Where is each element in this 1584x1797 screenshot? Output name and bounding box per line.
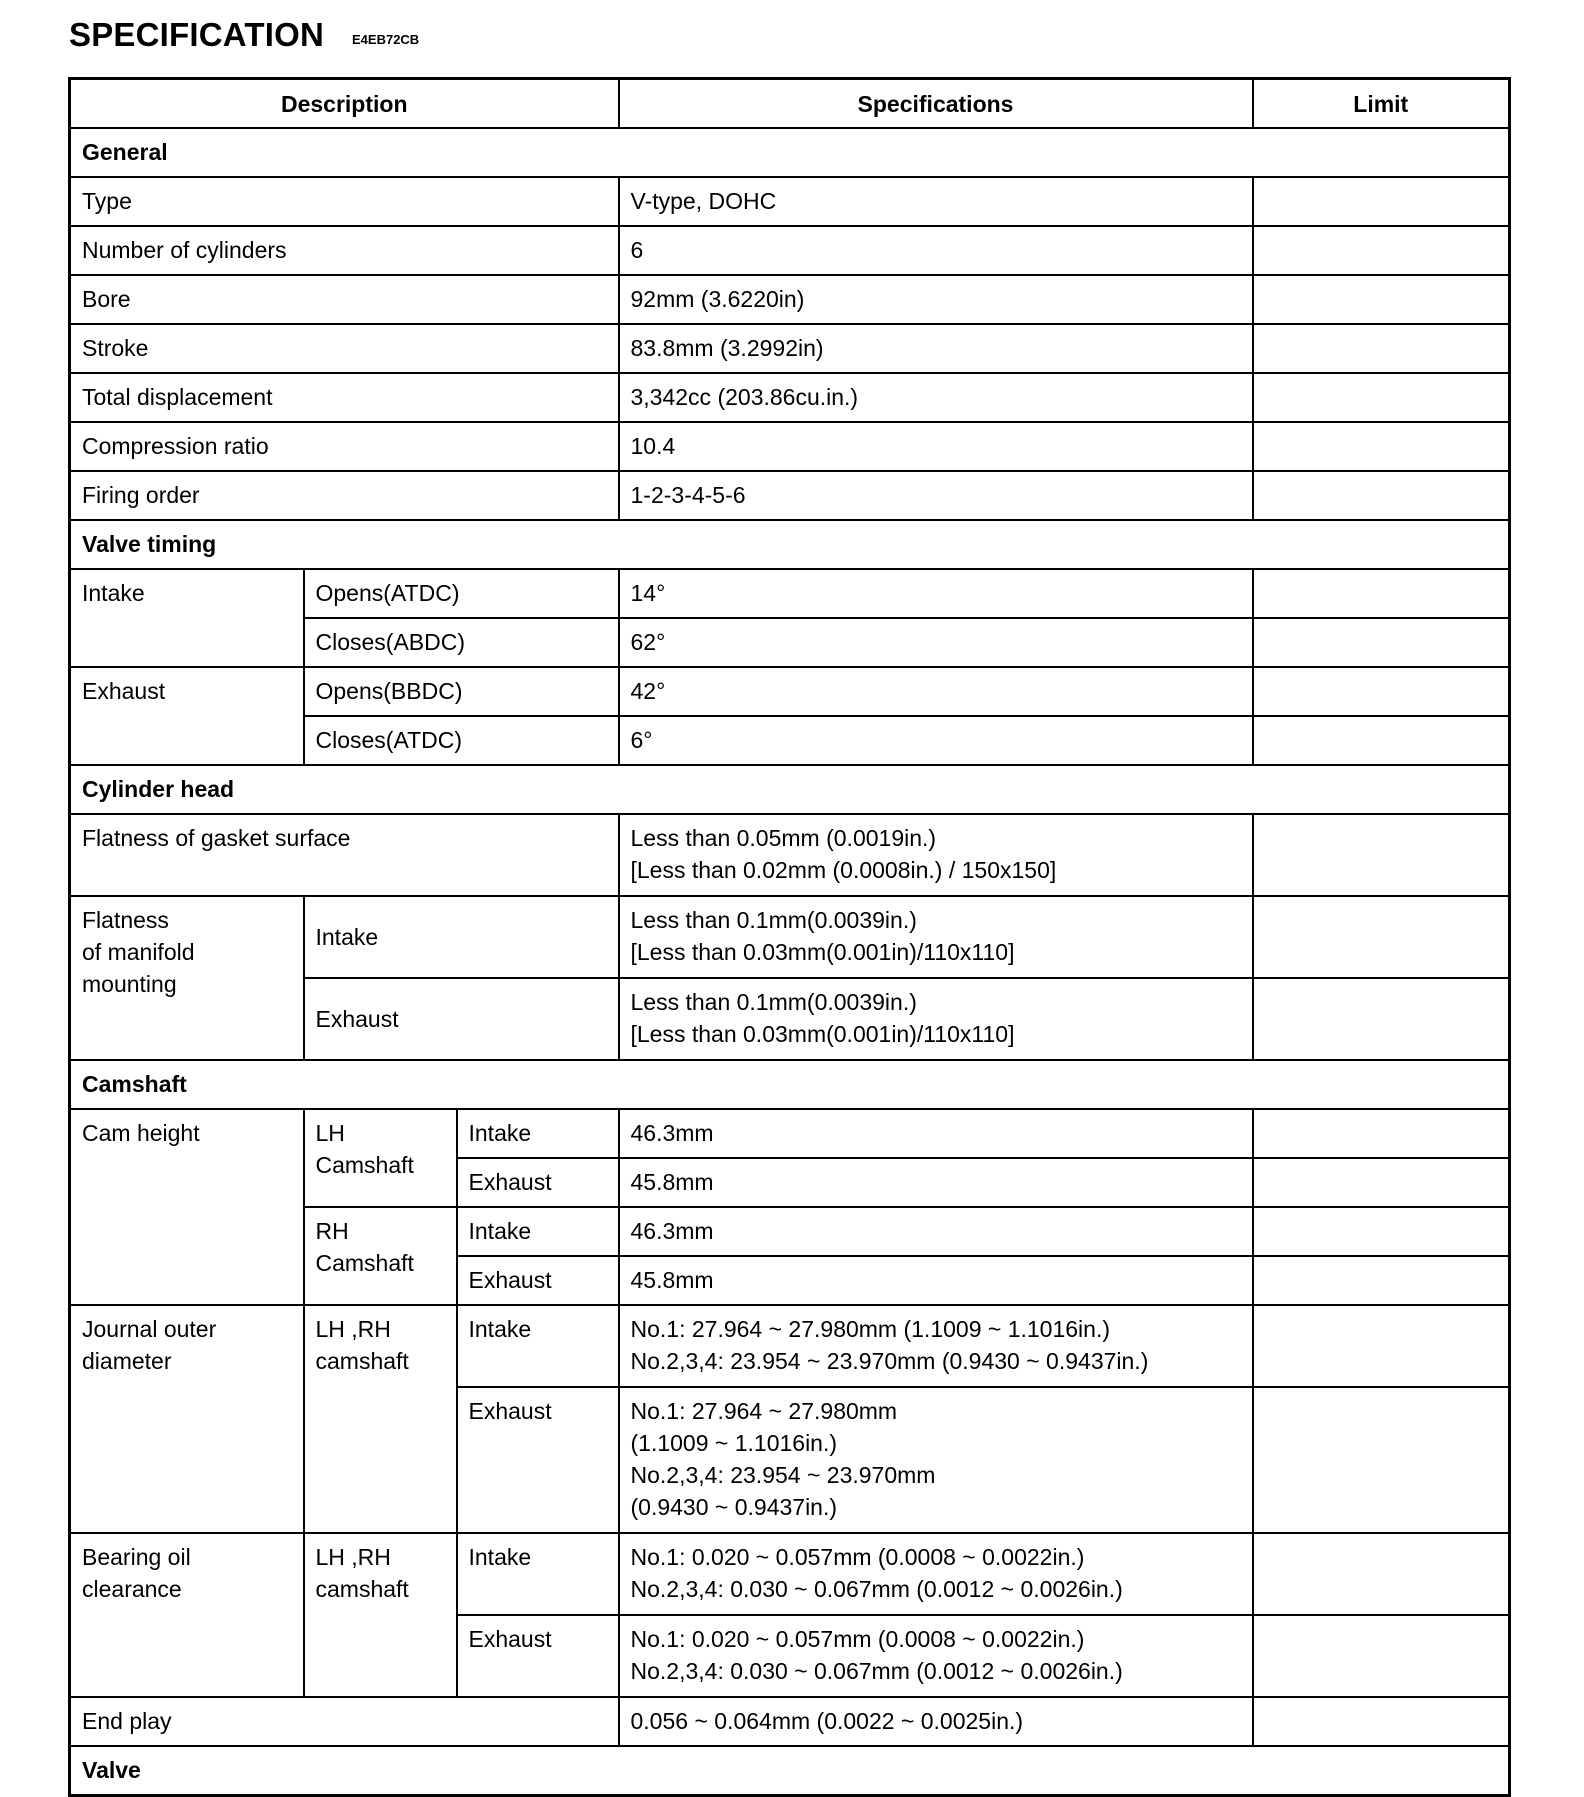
- table-row: [70, 275, 1510, 324]
- limit-value: [1253, 1109, 1510, 1158]
- section-heading: General: [70, 128, 1510, 177]
- limit-value: [1253, 471, 1510, 520]
- row-subitem: Intake: [457, 1305, 619, 1387]
- limit-value: [1253, 324, 1510, 373]
- spec-value: 14°: [619, 569, 1253, 618]
- limit-value: [1253, 978, 1510, 1060]
- limit-value: [1253, 618, 1510, 667]
- spec-value: Less than 0.1mm(0.0039in.) [Less than 0.03mm(0.001in)/110x110]: [619, 978, 1253, 1060]
- section-heading: Valve: [70, 1746, 1510, 1796]
- row-description: Total displacement: [70, 373, 619, 422]
- section-heading: Valve timing: [70, 520, 1510, 569]
- spec-value: 45.8mm: [619, 1256, 1253, 1305]
- limit-value: [1253, 1305, 1510, 1387]
- limit-value: [1253, 1256, 1510, 1305]
- limit-value: [1253, 1697, 1510, 1746]
- limit-value: [1253, 1387, 1510, 1533]
- limit-value: [1253, 896, 1510, 978]
- row-subitem: Intake: [457, 1533, 619, 1615]
- spec-value: 46.3mm: [619, 1109, 1253, 1158]
- limit-value: [1253, 177, 1510, 226]
- header-row: [70, 79, 1510, 129]
- row-group: LH Camshaft: [304, 1109, 457, 1207]
- column-header-limit: Limit: [1253, 79, 1510, 129]
- section-row: [70, 1746, 1510, 1796]
- limit-value: [1253, 1158, 1510, 1207]
- spec-value: 62°: [619, 618, 1253, 667]
- row-description: Bore: [70, 275, 619, 324]
- spec-value: 3,342cc (203.86cu.in.): [619, 373, 1253, 422]
- spec-value: 10.4: [619, 422, 1253, 471]
- spec-value: Less than 0.1mm(0.0039in.) [Less than 0.03mm(0.001in)/110x110]: [619, 896, 1253, 978]
- spec-value: V-type, DOHC: [619, 177, 1253, 226]
- table-row: [70, 569, 1510, 618]
- row-description: End play: [70, 1697, 619, 1746]
- row-description: Flatness of gasket surface: [70, 814, 619, 896]
- table-row: [70, 1533, 1510, 1615]
- table-row: [70, 373, 1510, 422]
- table-row: [70, 324, 1510, 373]
- limit-value: [1253, 373, 1510, 422]
- row-subitem: Exhaust: [457, 1256, 619, 1305]
- section-heading: Cylinder head: [70, 765, 1510, 814]
- row-subitem: Opens(ATDC): [304, 569, 619, 618]
- spec-value: 92mm (3.6220in): [619, 275, 1253, 324]
- section-heading: Camshaft: [70, 1060, 1510, 1109]
- table-row: [70, 1697, 1510, 1746]
- limit-value: [1253, 1533, 1510, 1615]
- specification-table: [68, 77, 1511, 1797]
- row-description: Cam height: [70, 1109, 304, 1305]
- spec-value: 83.8mm (3.2992in): [619, 324, 1253, 373]
- row-description: Firing order: [70, 471, 619, 520]
- row-description: Intake: [70, 569, 304, 667]
- row-description: Bearing oil clearance: [70, 1533, 304, 1697]
- spec-value: 0.056 ~ 0.064mm (0.0022 ~ 0.0025in.): [619, 1697, 1253, 1746]
- row-subitem: Intake: [457, 1207, 619, 1256]
- row-description: Type: [70, 177, 619, 226]
- spec-value: 6: [619, 226, 1253, 275]
- row-group: LH ,RH camshaft: [304, 1305, 457, 1533]
- spec-value: 46.3mm: [619, 1207, 1253, 1256]
- table-row: [70, 422, 1510, 471]
- limit-value: [1253, 422, 1510, 471]
- limit-value: [1253, 667, 1510, 716]
- table-row: [70, 814, 1510, 896]
- section-row: [70, 1060, 1510, 1109]
- table-row: [70, 471, 1510, 520]
- section-row: [70, 520, 1510, 569]
- row-subitem: Exhaust: [457, 1615, 619, 1697]
- limit-value: [1253, 1615, 1510, 1697]
- row-subitem: Exhaust: [457, 1387, 619, 1533]
- row-subitem: Closes(ATDC): [304, 716, 619, 765]
- document-code: E4EB72CB: [352, 32, 420, 47]
- row-subitem: Exhaust: [304, 978, 619, 1060]
- spec-value: 42°: [619, 667, 1253, 716]
- row-description: Exhaust: [70, 667, 304, 765]
- limit-value: [1253, 1207, 1510, 1256]
- column-header-description: Description: [70, 79, 619, 129]
- spec-value: No.1: 27.964 ~ 27.980mm (1.1009 ~ 1.1016in.) No.2,3,4: 23.954 ~ 23.970mm (0.9430 ~ 0.9437in.): [619, 1305, 1253, 1387]
- row-subitem: Opens(BBDC): [304, 667, 619, 716]
- table-row: [70, 896, 1510, 978]
- row-description: Compression ratio: [70, 422, 619, 471]
- spec-value: No.1: 27.964 ~ 27.980mm (1.1009 ~ 1.1016in.) No.2,3,4: 23.954 ~ 23.970mm (0.9430 ~ 0.9437in.): [619, 1387, 1253, 1533]
- row-subitem: Exhaust: [457, 1158, 619, 1207]
- section-row: [70, 128, 1510, 177]
- row-description: Flatness of manifold mounting: [70, 896, 304, 1060]
- spec-value: No.1: 0.020 ~ 0.057mm (0.0008 ~ 0.0022in.) No.2,3,4: 0.030 ~ 0.067mm (0.0012 ~ 0.0026in.): [619, 1533, 1253, 1615]
- page-title: SPECIFICATION: [69, 16, 324, 53]
- limit-value: [1253, 275, 1510, 324]
- table-row: [70, 1109, 1510, 1158]
- spec-value: 45.8mm: [619, 1158, 1253, 1207]
- row-description: Stroke: [70, 324, 619, 373]
- table-row: [70, 667, 1510, 716]
- limit-value: [1253, 569, 1510, 618]
- row-group: LH ,RH camshaft: [304, 1533, 457, 1697]
- table-row: [70, 177, 1510, 226]
- row-subitem: Intake: [457, 1109, 619, 1158]
- limit-value: [1253, 814, 1510, 896]
- row-subitem: Closes(ABDC): [304, 618, 619, 667]
- row-group: RH Camshaft: [304, 1207, 457, 1305]
- table-row: [70, 226, 1510, 275]
- row-description: Journal outer diameter: [70, 1305, 304, 1533]
- table-row: [70, 1305, 1510, 1387]
- section-row: [70, 765, 1510, 814]
- row-subitem: Intake: [304, 896, 619, 978]
- column-header-specifications: Specifications: [619, 79, 1253, 129]
- limit-value: [1253, 716, 1510, 765]
- spec-value: No.1: 0.020 ~ 0.057mm (0.0008 ~ 0.0022in.) No.2,3,4: 0.030 ~ 0.067mm (0.0012 ~ 0.0026in.): [619, 1615, 1253, 1697]
- spec-value: 6°: [619, 716, 1253, 765]
- row-description: Number of cylinders: [70, 226, 619, 275]
- spec-value: 1-2-3-4-5-6: [619, 471, 1253, 520]
- spec-value: Less than 0.05mm (0.0019in.) [Less than 0.02mm (0.0008in.) / 150x150]: [619, 814, 1253, 896]
- limit-value: [1253, 226, 1510, 275]
